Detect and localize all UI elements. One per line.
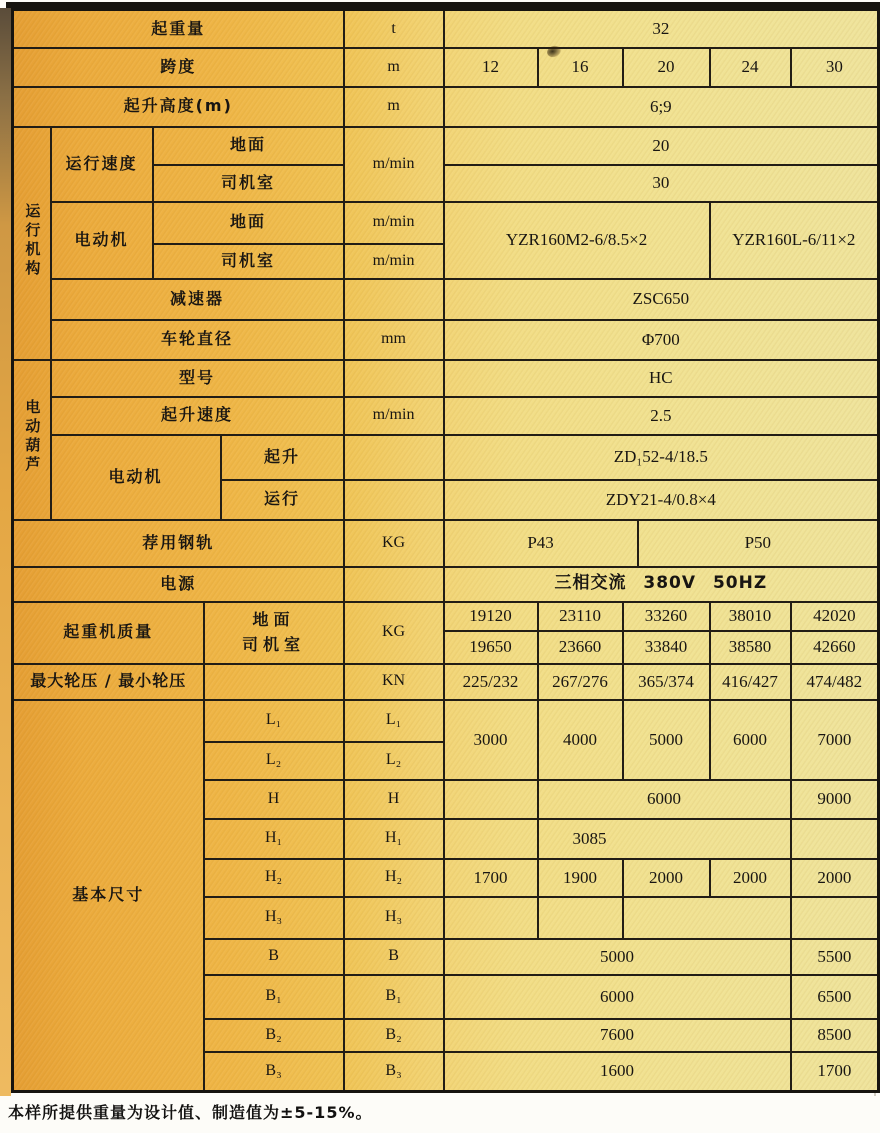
travel-speed-ground-value: 20 [444, 127, 879, 165]
hoist-group-label: 电动葫芦 [23, 399, 42, 476]
dim-h1-empty [444, 819, 538, 859]
dim-symbol: B₃ [204, 1052, 344, 1092]
mass-ground-value: 38010 [710, 602, 791, 631]
span-label: 跨度 [13, 48, 344, 87]
travel-speed-label: 运行速度 [51, 127, 153, 202]
dim-b3-main-value: 1600 [444, 1052, 791, 1092]
dim-b3-last-value: 1700 [791, 1052, 879, 1092]
dim-l-value: 6000 [710, 700, 791, 780]
mass-cab-value: 33840 [623, 631, 710, 664]
pressure-unit: KN [344, 664, 444, 700]
mass-ground-value: 33260 [623, 602, 710, 631]
dim-symbol: H₂ [344, 859, 444, 897]
hoist-model-label: 型号 [51, 360, 344, 397]
travel-group-cell [13, 127, 51, 360]
wheel-unit: mm [344, 320, 444, 360]
rail-unit: KG [344, 520, 444, 567]
pressure-label: 最大轮压 / 最小轮压 [13, 664, 204, 700]
scan-left-edge [0, 8, 11, 1096]
dim-h1-value: 3085 [538, 819, 791, 859]
span-value: 16 [538, 48, 623, 87]
reducer-unit-empty [344, 279, 444, 320]
pressure-value: 267/276 [538, 664, 623, 700]
dim-symbol: B [344, 939, 444, 975]
dim-symbol: H [344, 780, 444, 819]
rail-value: P50 [638, 520, 879, 567]
dim-symbol: B [204, 939, 344, 975]
footnote-text: 本样所提供重量为设计值、制造值为±5-15%。 [8, 1103, 373, 1122]
dim-symbol: L₁ [204, 700, 344, 742]
hoist-model-value: HC [444, 360, 879, 397]
row-capacity [13, 10, 879, 48]
travel-motor-value: YZR160M2-6/8.5×2 [444, 202, 710, 279]
dim-h-empty [444, 780, 538, 819]
dim-symbol: B₂ [204, 1019, 344, 1052]
hoist-speed-label: 起升速度 [51, 397, 344, 435]
dim-symbol: L₂ [344, 742, 444, 780]
mass-cab-value: 42660 [791, 631, 879, 664]
reducer-value: ZSC650 [444, 279, 879, 320]
rail-value: P43 [444, 520, 638, 567]
dim-h2-value: 1900 [538, 859, 623, 897]
row-hoist-model [13, 360, 879, 397]
hoist-motor-lift-label: 起升 [221, 435, 344, 480]
hoist-group-cell [13, 360, 51, 520]
travel-motor-cab-unit: m/min [344, 244, 444, 279]
travel-speed-unit: m/min [344, 127, 444, 202]
mass-ground-value: 19120 [444, 602, 538, 631]
dim-h-mid-value: 6000 [538, 780, 791, 819]
mass-sublabel-ground: 地面 [252, 609, 295, 629]
dim-l-value: 7000 [791, 700, 879, 780]
row-rail [13, 520, 879, 567]
mass-ground-value: 23110 [538, 602, 623, 631]
dim-h3-empty [791, 897, 879, 939]
travel-group-label: 运行机构 [23, 202, 42, 279]
power-unit-empty [344, 567, 444, 602]
mass-ground-value: 42020 [791, 602, 879, 631]
dim-h-last-value: 9000 [791, 780, 879, 819]
mass-cab-value: 38580 [710, 631, 791, 664]
rail-label: 荐用钢轨 [13, 520, 344, 567]
hoist-motor-travel-value: ZDY21-4/0.8×4 [444, 480, 879, 520]
travel-motor-label: 电动机 [51, 202, 153, 279]
dim-h1-empty [791, 819, 879, 859]
dim-h3-empty [538, 897, 623, 939]
span-value: 24 [710, 48, 791, 87]
hoist-motor-lift-unit-empty [344, 435, 444, 480]
dims-group-label: 基本尺寸 [13, 700, 204, 1092]
capacity-value: 32 [444, 10, 879, 48]
hoist-motor-lift-value: ZD₁52-4/18.5 [444, 435, 879, 480]
dim-b2-last-value: 8500 [791, 1019, 879, 1052]
mass-label: 起重机质量 [13, 602, 204, 664]
dim-l-value: 5000 [623, 700, 710, 780]
row-travel-speed-ground [13, 127, 879, 165]
dim-symbol: H₁ [204, 819, 344, 859]
row-travel-motor-ground [13, 202, 879, 244]
dim-l-value: 4000 [538, 700, 623, 780]
travel-speed-cab-label: 司机室 [153, 165, 344, 202]
pressure-value: 416/427 [710, 664, 791, 700]
dim-h3-empty [444, 897, 538, 939]
dim-b1-last-value: 6500 [791, 975, 879, 1019]
hoist-speed-value: 2.5 [444, 397, 879, 435]
dim-b-last-value: 5500 [791, 939, 879, 975]
height-label: 起升高度(m) [13, 87, 344, 127]
dim-h2-value: 2000 [710, 859, 791, 897]
row-reducer [13, 279, 879, 320]
dim-symbol: H₃ [344, 897, 444, 939]
mass-cab-value: 23660 [538, 631, 623, 664]
dim-h3-empty [623, 897, 791, 939]
row-hoist-speed [13, 397, 879, 435]
mass-cab-value: 19650 [444, 631, 538, 664]
dim-symbol: B₁ [344, 975, 444, 1019]
dim-h2-value: 1700 [444, 859, 538, 897]
travel-motor-ground-label: 地面 [153, 202, 344, 244]
travel-motor-value: YZR160L-6/11×2 [710, 202, 879, 279]
dim-symbol: B₂ [344, 1019, 444, 1052]
pressure-value: 365/374 [623, 664, 710, 700]
travel-speed-cab-value: 30 [444, 165, 879, 202]
row-span [13, 48, 879, 87]
power-label: 电源 [13, 567, 344, 602]
dim-h2-value: 2000 [791, 859, 879, 897]
row-pressure [13, 664, 879, 700]
dim-symbol: B₁ [204, 975, 344, 1019]
pressure-empty-cell [204, 664, 344, 700]
mass-sublabels [204, 602, 344, 664]
hoist-motor-travel-unit-empty [344, 480, 444, 520]
span-value: 12 [444, 48, 538, 87]
reducer-label: 减速器 [51, 279, 344, 320]
hoist-motor-label: 电动机 [51, 435, 221, 520]
hoist-model-unit-empty [344, 360, 444, 397]
hoist-motor-travel-label: 运行 [221, 480, 344, 520]
row-wheel-diameter [13, 320, 879, 360]
height-value: 6;9 [444, 87, 879, 127]
travel-speed-ground-label: 地面 [153, 127, 344, 165]
dim-symbol: L₁ [344, 700, 444, 742]
dim-symbol: L₂ [204, 742, 344, 780]
hoist-speed-unit: m/min [344, 397, 444, 435]
span-value: 20 [623, 48, 710, 87]
dim-h2-value: 2000 [623, 859, 710, 897]
dim-symbol: B₃ [344, 1052, 444, 1092]
pressure-value: 225/232 [444, 664, 538, 700]
crane-spec-table [11, 8, 880, 1093]
row-height [13, 87, 879, 127]
travel-motor-ground-unit: m/min [344, 202, 444, 244]
capacity-unit: t [344, 10, 444, 48]
pressure-value: 474/482 [791, 664, 879, 700]
dim-symbol: H₃ [204, 897, 344, 939]
dim-symbol: H₁ [344, 819, 444, 859]
row-dim-l1 [13, 700, 879, 742]
dim-l-value: 3000 [444, 700, 538, 780]
dim-symbol: H₂ [204, 859, 344, 897]
row-hoist-motor-lift [13, 435, 879, 480]
mass-unit: KG [344, 602, 444, 664]
dim-symbol: H [204, 780, 344, 819]
wheel-value: Φ700 [444, 320, 879, 360]
span-unit: m [344, 48, 444, 87]
row-mass-ground [13, 602, 879, 631]
dim-b-main-value: 5000 [444, 939, 791, 975]
wheel-label: 车轮直径 [51, 320, 344, 360]
travel-motor-cab-label: 司机室 [153, 244, 344, 279]
span-value: 30 [791, 48, 879, 87]
capacity-label: 起重量 [13, 10, 344, 48]
mass-sublabel-cab: 司机室 [242, 634, 306, 654]
dim-b2-main-value: 7600 [444, 1019, 791, 1052]
height-unit: m [344, 87, 444, 127]
row-power [13, 567, 879, 602]
power-value: 三相交流 380V 50HZ [444, 567, 879, 602]
dim-b1-main-value: 6000 [444, 975, 791, 1019]
